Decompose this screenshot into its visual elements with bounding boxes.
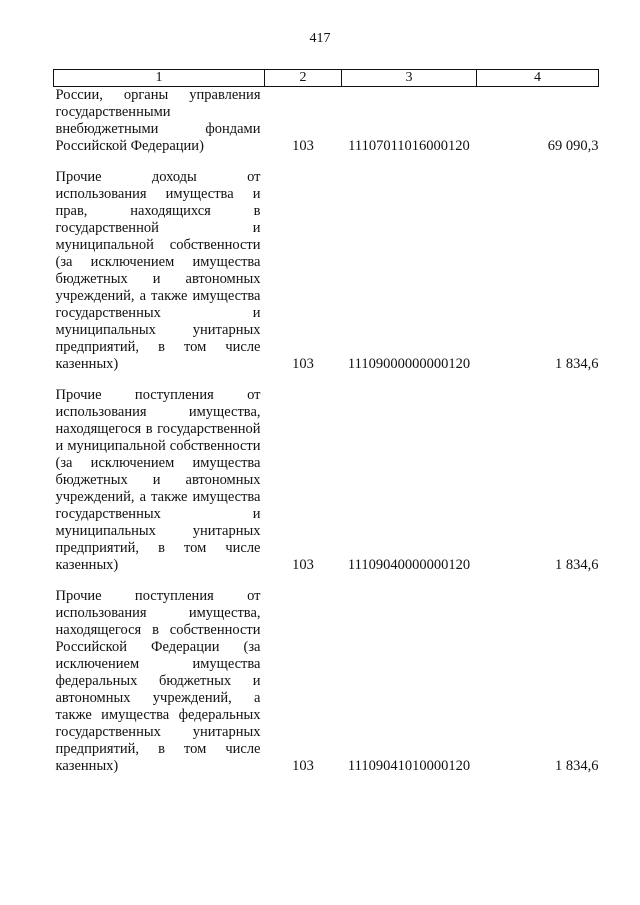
budget-table <box>53 69 599 775</box>
row-admin-code: 103 <box>292 758 314 774</box>
row-admin-code: 103 <box>292 138 314 154</box>
table-row <box>54 87 599 156</box>
row-budget-code: 11109000000000120 <box>347 356 471 372</box>
header-row <box>54 70 599 87</box>
row-budget-code: 11109041010000120 <box>347 758 471 774</box>
table-row <box>54 169 599 373</box>
table-row <box>54 588 599 775</box>
row-spacer <box>54 373 599 387</box>
row-amount: 1 834,6 <box>555 557 599 573</box>
row-budget-code: 11107011016000120 <box>348 138 470 154</box>
row-amount: 1 834,6 <box>555 758 599 774</box>
row-amount: 1 834,6 <box>555 356 599 372</box>
row-admin-code: 103 <box>292 557 314 573</box>
row-name: Прочие поступления от использования имущества, находящегося в государственной и муниципальной собственности (за исключением имущества бюджетных и автономных учреждений, а также имущества государственных и муниципальных унитарных предприятий, в том числе казенных) <box>55 387 261 573</box>
row-name: Прочие поступления от использования имущества, находящегося в собственности Российской Федерации (за исключением имущества федеральных бюджетных и автономных учреждений, а также имущества федеральных государственных унитарных предприятий, в том числе казенных) <box>55 588 261 774</box>
row-budget-code: 11109040000000120 <box>347 557 471 573</box>
column-header-3: 3 <box>342 70 477 87</box>
page-number: 417 <box>309 31 331 46</box>
row-amount: 69 090,3 <box>547 138 599 154</box>
row-name: Прочие доходы от использования имущества и прав, находящихся в государственной и муниципальной собственности (за исключением имущества бюджетных и автономных учреждений, а также имущества государственных и муниципальных унитарных предприятий, в том числе казенных) <box>55 169 261 372</box>
table-header <box>54 70 599 87</box>
row-spacer <box>54 574 599 588</box>
column-header-2: 2 <box>265 70 342 87</box>
table-body <box>54 87 599 776</box>
column-header-1: 1 <box>54 70 265 87</box>
column-header-4: 4 <box>477 70 599 87</box>
row-admin-code: 103 <box>292 356 314 372</box>
row-spacer <box>54 155 599 169</box>
row-name: России, органы управления государственными внебюджетными фондами Российской Федерации) <box>55 87 261 154</box>
table-row <box>54 387 599 574</box>
